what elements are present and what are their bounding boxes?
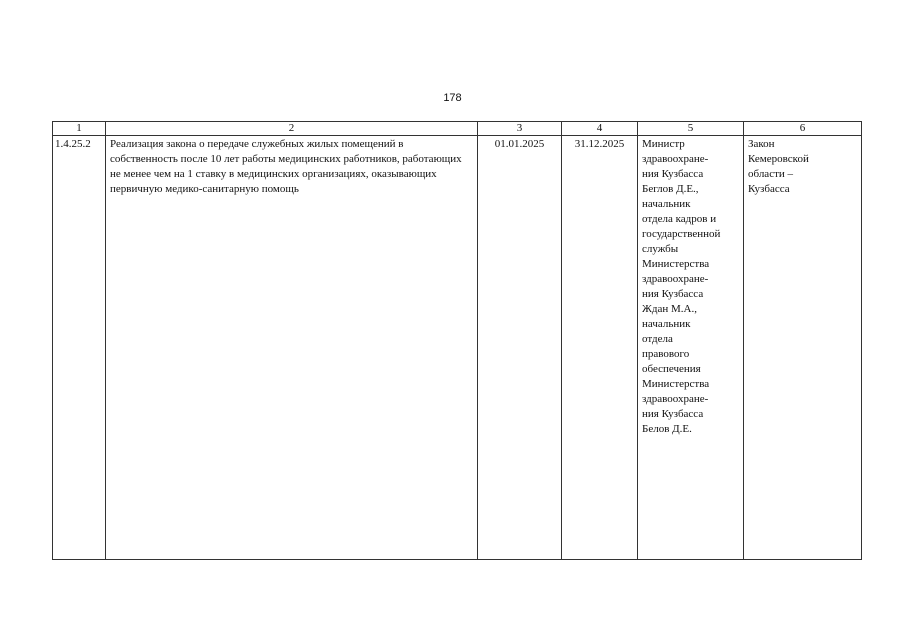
- column-header: 1: [53, 122, 106, 136]
- row-number-cell: 1.4.25.2: [53, 136, 106, 560]
- table-header-row: [53, 122, 862, 136]
- page-number: 178: [443, 92, 462, 104]
- start-date-cell: 01.01.2025: [478, 136, 562, 560]
- document-table: [52, 121, 862, 560]
- table-row: [53, 136, 862, 560]
- document-cell: Закон Кемеровской области – Кузбасса: [744, 136, 862, 560]
- responsible-cell: Министр здравоохране- ния Кузбасса Беглов Д.Е., начальник отдела кадров и государственной службы Министерства здравоохране- ния Кузбасса Ждан М.А., начальник отдела правового обеспечения Министерства здравоохране- ния Кузбасса Белов Д.Е.: [638, 136, 744, 560]
- column-header: 2: [106, 122, 478, 136]
- end-date-cell: 31.12.2025: [562, 136, 638, 560]
- column-header: 6: [744, 122, 862, 136]
- column-header: 3: [478, 122, 562, 136]
- column-header: 5: [638, 122, 744, 136]
- description-cell: Реализация закона о передаче служебных жилых помещений в собственность после 10 лет работы медицинских работников, работающих не менее чем на 1 ставку в медицинских организациях, оказывающих первичную медико-санитарную помощь: [106, 136, 478, 560]
- column-header: 4: [562, 122, 638, 136]
